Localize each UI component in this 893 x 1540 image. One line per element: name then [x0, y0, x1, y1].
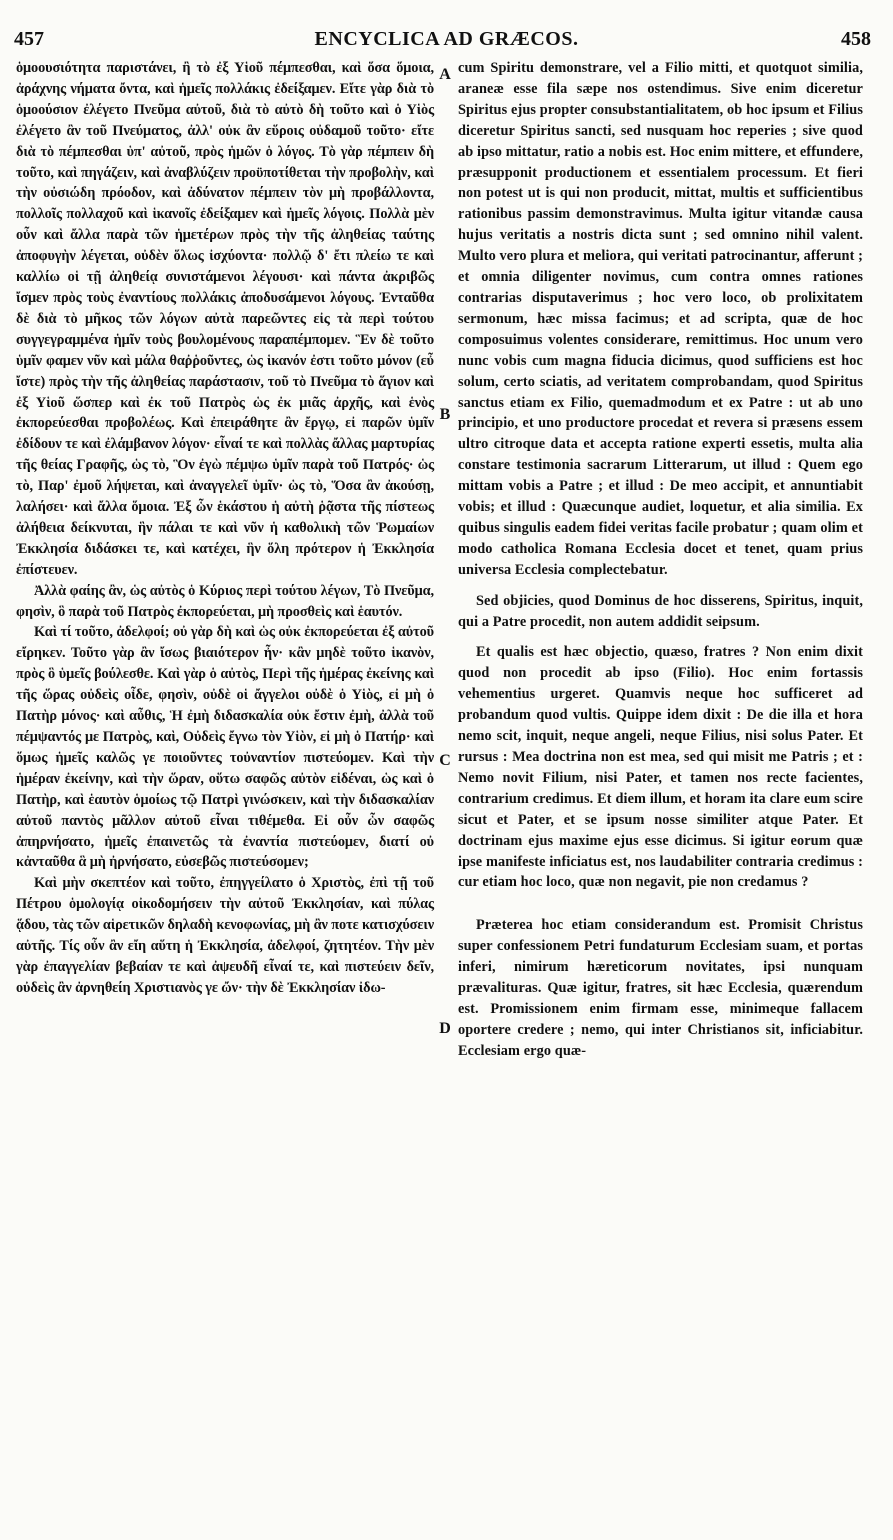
- latin-paragraph: cum Spiritu demonstrare, vel a Filio mitti, et quotquot similia, araneæ esse fila sæpe nos ostendimus. Sive enim diceretur Spiritus ejus propter consubstantialitatem, ob hoc ipsum et Filius diceretur Spiritus sancti, sed nusquam hoc reperies ; sive quod ab ipso mittatur, ratio a nobis est. Hoc enim mittere, et effundere, præsupponit productionem et essentialem processum. Et fieri non potest ut is qui non producit, mittat, multis et sufficientibus rationibus passim demonstravimus. Multa igitur vitandæ causa hujus veritatis a nostris dicta sunt ; sed omnino nihil valent. Multo vero plura et meliora, qui veritati patrocinantur, afferunt ; et omnia diligenter novimus, cum contra omnes rationes contrarias disputaverimus ; hoc vero loco, ob prolixitatem sermonum, hæc missa facimus; et ad scripta, quæ de hoc composuimus volentes considerare, remittimus. Hoc unum vero nunc vobis cum magna fiducia dicimus, quod sufficiens est hoc solum, certo sciatis, ad veritatem comprobandam, quod Spiritus sanctus etiam ex Filio, quemadmodum et ex Patre : ut ab uno principio, et uno productore procedat et revera si præsens essem ultro citroque data et accepta ratione experti essetis, multa alia constare testimonia sacrarum Litterarum, ut illud : Quem ego mittam vobis a Patre ; et illud : De meo accipit, et annuntiabit vobis; et illud : Quæcunque audiet, loquetur, et alia similia. Ex quibus singulis eadem fidei veritas facile probatur ; quam olim et modo catholica Romana Ecclesia docet et tenet, quam prius universa Ecclesia complectebatur.: [458, 60, 863, 578]
- margin-letter-b: B: [439, 406, 451, 423]
- latin-paragraph: Præterea hoc etiam considerandum est. Promisit Christus super confessionem Petri fundaturum Ecclesiam suam, et portas inferi, nimirum hæreticorum novitates, ipsi nunquam prævalituras. Quæ igitur, fratres, sit hæc Ecclesia, quærendum est. Promissionem enim firmam esse, minimeque fallacem oportere credere ; nemo, qui inter Christianos sit, inficiabitur. Ecclesiam ergo quæ-: [458, 917, 863, 1059]
- greek-paragraph: Ἀλλὰ φαίης ἂν, ὡς αὐτὸς ὁ Κύριος περὶ τούτου λέγων, Τὸ Πνεῦμα, φησὶν, ὃ παρὰ τοῦ Πατρὸς ἐκπορεύεται, μὴ προσθεὶς καὶ ἑαυτόν.: [16, 582, 434, 620]
- page-number-right: 458: [841, 28, 871, 50]
- greek-column: [16, 58, 434, 999]
- greek-paragraph: Καὶ μὴν σκεπτέον καὶ τοῦτο, ἐπηγγείλατο ὁ Χριστὸς, ἐπὶ τῇ τοῦ Πέτρου ὁμολογίᾳ οἰκοδομήσειν τὴν αὐτοῦ Ἐκκλησίαν, καὶ πύλας ᾅδου, τὰς τῶν αἱρετικῶν δηλαδὴ κενοφωνίας, μὴ ἂν ποτε κατισχύσειν αὐτῆς. Τίς οὖν ἂν εἴη αὕτη ἡ Ἐκκλησία, ἀδελφοί, ζητητέον. Τὴν μὲν γὰρ ἐπαγγελίαν βεβαίαν τε καὶ ἀψευδῆ εἶναί τε, καὶ πιστεύειν δεῖν, οὐδεὶς ἂν ἀρνηθείη Χριστιανὸς γε ὤν· τὴν δὲ Ἐκκλησίαν ἰδω-: [16, 875, 434, 996]
- margin-letter-d: D: [439, 1020, 451, 1037]
- margin-letter-a: A: [439, 66, 451, 83]
- greek-paragraph: ὁμοουσιότητα παριστάνει, ἢ τὸ ἐξ Υἱοῦ πέμπεσθαι, καὶ ὅσα ὅμοια, ἀράχνης νήματα ὄντα, καὶ ἡμεῖς πολλάκις ἐδείξαμεν. Εἴτε γὰρ διὰ τὸ ὁμοούσιον ἐλέγετο Πνεῦμα αὐτοῦ, διὰ τὸ αὐτὸ δὴ τοῦτο καὶ ὁ Υἱὸς ἐλέγετο ἂν τοῦ Πνεύματος, ἀλλ' οὐκ ἂν εὕροις οὐδαμοῦ τοῦτο· εἴτε διὰ τὸ πέμπεσθαι ὑπ' αὐτοῦ, πρὸς ἡμῶν ὁ λόγος. Τὸ γὰρ πέμπειν δὴ τοῦτο, καὶ πηγάζειν, καὶ ἀναβλύζειν προϋποτίθεται τὴν προβολὴν, καὶ τὴν οὐσιώδη πρόοδον, καὶ ἀδύνατον πέμπειν τὸν μὴ προβάλλοντα, πολλοῖς πολλαχοῦ καὶ ἱκανοῖς ἐδείξαμεν καὶ ἡμεῖς λόγοις. Πολλὰ μὲν οὖν καὶ ἄλλα παρὰ τῶν ἡμετέρων πρὸς τὴν τῆς ἀληθείας ταύτης ἀποφυγὴν λέγεται, οὐδὲν ὅλως ἰσχύοντα· πολλῷ δ' ἔτι πλείω τε καὶ καλλίω οἱ τῇ ἀληθείᾳ συνιστάμενοι λέγουσι· καὶ πάντα ἀκριβῶς ἴσμεν πρὸς τοὺς ἐναντίους πολλάκις ἀποδυσάμενοι λόγους. Ἐνταῦθα δὲ διὰ τὸ μῆκος τῶν λόγων αὐτὰ παρεῶντες εἰς τὰ περὶ τούτου συγγεγραμμένα ἡμῖν τοὺς βουλομένους παραπέμπομεν. Ἓν δὲ τοῦτο ὑμῖν φαμεν νῦν καὶ μάλα θαῤῥοῦντες, ὡς ἱκανόν ἐστι τοῦτο μόνον (εὖ ἴστε) πρὸς τὴν τῆς ἀληθείας παράστασιν, τοῦ τὸ Πνεῦμα τὸ ἅγιον καὶ ἐξ Υἱοῦ ὥσπερ καὶ ἐκ τοῦ Πατρὸς ὡς ἐκ μιᾶς ἀρχῆς, καὶ ἑνὸς ἐκπορεύεσθαι προβολέως. Καὶ ἐπειράθητε ἂν ἔργῳ, εἰ παρῶν ὑμῖν ἐδίδουν τε καὶ ἐλάμβανον λόγον· εἶναί τε καὶ πολλὰς ἄλλας μαρτυρίας τῆς θείας Γραφῆς, ὡς τὸ, Ὃν ἐγὼ πέμψω ὑμῖν παρὰ τοῦ Πατρός· ὡς τὸ, Παρ' ἐμοῦ λήψεται, καὶ ἀναγγελεῖ ὑμῖν· ὡς τὸ, Ὅσα ἂν ἀκούσῃ, λαλήσει· καὶ ἄλλα ὅμοια. Ἐξ ὧν ἑκάστου ἡ αὐτὴ ῥᾷστα τῆς πίστεως ἀλήθεια δείκνυται, ἣν πάλαι τε καὶ νῦν ἡ καθολικὴ τῶν Ῥωμαίων Ἐκκλησία διδάσκει τε, καὶ κατέχει, ἣν ὅλη πρότερον ἡ Ἐκκλησία ἐπίστευεν.: [16, 60, 434, 578]
- latin-column: [458, 58, 863, 1062]
- latin-paragraph: Sed objicies, quod Dominus de hoc disserens, Spiritus, inquit, qui a Patre procedit, non autem addidit seipsum.: [458, 592, 863, 630]
- latin-paragraph: Et qualis est hæc objectio, quæso, fratres ? Non enim dixit quod non procedit ab ipso (Filio). Hoc enim fortassis vehementius urgeret. Quamvis neque hoc sufficeret ad probandum quod vultis. Quippe idem dixit : De die illa et hora nemo scit, inquit, neque angeli, neque Filius, nisi solus Pater. Et rursus : Mea doctrina non est mea, sed qui misit me Patris ; et : Nemo novit Filium, nisi Pater, et tamen nos recte facientes, contrarium credimus. Et diem illum, et horam ita clare eum scire sicut et Pater, et se ipsum nosse similiter atque Pater. Et doctrinam ejus maxime ejus esse dicimus. Si igitur eorum quæ ipse manifeste inficiatus est, nos laudabiliter contraria credimus : cur etiam hoc loco, quæ non negavit, pie non credamus ?: [458, 644, 863, 891]
- margin-letter-c: C: [439, 752, 451, 769]
- page-number-left: 457: [14, 28, 44, 50]
- greek-paragraph: Καὶ τί τοῦτο, ἀδελφοί; οὐ γὰρ δὴ καὶ ὡς οὐκ ἐκπορεύεται ἐξ αὐτοῦ εἴρηκεν. Τοῦτο γὰρ ἂν ἴσως βιαιότερον ἦν· κἂν μηδὲ τοῦτο ἱκανὸν, πρὸς ὃ ὑμεῖς βούλεσθε. Καὶ γὰρ ὁ αὐτὸς, Περὶ τῆς ἡμέρας ἐκείνης καὶ τῆς ὥρας οὐδεὶς οἶδε, φησὶν, οὐδὲ οἱ ἄγγελοι οὐδὲ ὁ Υἱὸς, εἰ μὴ ὁ Πατὴρ μόνος· καὶ αὖθις, Ἡ ἐμὴ διδασκαλία οὐκ ἔστιν ἐμὴ, ἀλλὰ τοῦ πέμψαντός με Πατρὸς, καὶ, Οὐδεὶς ἔγνω τὸν Υἱὸν, εἰ μὴ ὁ Πατήρ· καὶ ὅμως ἡμεῖς καλῶς γε ποιοῦντες τοὐναντίον πιστεύομεν. Καὶ τὴν ἡμέραν ἐκείνην, καὶ τὴν ὥραν, οὕτω σαφῶς αὐτὸν εἰδέναι, ὡς καὶ ὁ Πατὴρ, καὶ ἑαυτὸν ὁμοίως τῷ Πατρὶ γινώσκειν, καὶ τὴν διδασκαλίαν αὐτοῦ παντὸς μᾶλλον αὐτοῦ εἶναι τιθέμεθα. Εἰ οὖν ὧν σαφῶς ἀπηρνήσατο, ἡμεῖς ἐπαινετῶς τὰ ἐναντία πιστεύομεν, διατί οὐ κἀνταῦθα ἃ μὴ ἠρνήσατο, εὐσεβῶς πιστεύσομεν;: [16, 624, 434, 871]
- running-header: [0, 28, 893, 56]
- running-title: ENCYCLICA AD GRÆCOS.: [314, 28, 579, 50]
